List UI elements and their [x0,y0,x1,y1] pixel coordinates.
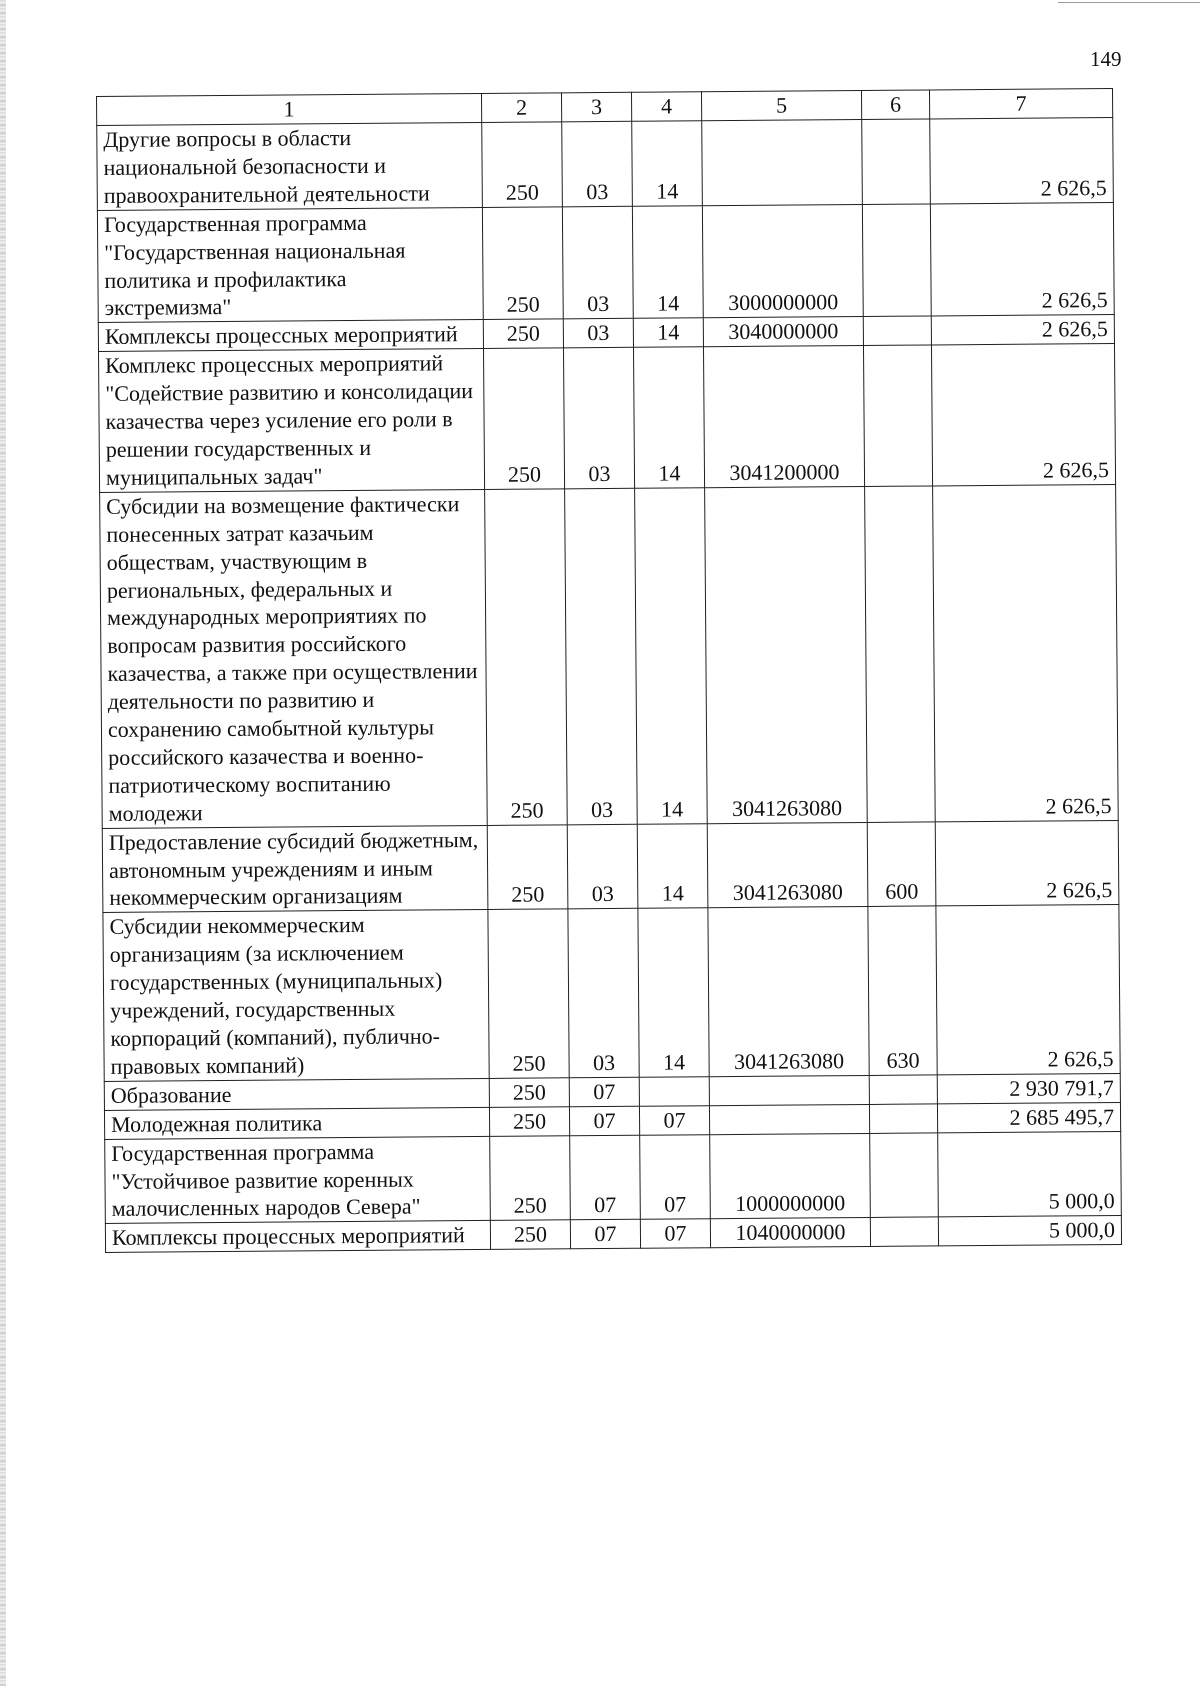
cell-col4: 14 [633,318,703,347]
cell-amount: 2 626,5 [933,484,1119,821]
cell-col5: 1000000000 [710,1133,871,1219]
cell-col2: 250 [489,1107,569,1137]
cell-col2: 250 [487,824,568,909]
cell-col3: 03 [565,488,638,824]
cell-col3: 03 [562,206,633,319]
row-name: Субсидии на возмещение фактически понесенных затрат казачьим обществам, участвующим в региональных, федеральных и международных мероприятиях по вопросам развития российского казачества, а также при осуществлении деятельности по развитию и сохранению самобытной культуры российского казачества и военно-патриотическому воспитанию молодежи [100,489,488,828]
row-name: Субсидии некоммерческим организациям (за исключением государственных (муниципальных) учреждений, государственных корпораций (компаний), публично-правовых компаний) [103,910,489,1081]
cell-amount: 2 626,5 [931,344,1115,486]
cell-col2: 250 [482,122,563,207]
scan-edge [0,0,6,1686]
cell-amount: 2 626,5 [930,202,1114,316]
column-header: 3 [561,92,631,122]
table-row [97,118,1114,211]
cell-col5: 3041263080 [708,907,869,1077]
cell-col2: 250 [485,489,568,825]
row-name: Образование [104,1078,489,1110]
cell-col4: 07 [640,1219,710,1248]
cell-col3: 07 [570,1220,640,1249]
cell-col4: 14 [633,347,704,488]
row-name: Молодежная политика [104,1107,489,1139]
cell-col4: 14 [635,488,708,824]
cell-amount: 2 626,5 [930,118,1114,204]
column-header: 5 [701,90,861,120]
column-header: 2 [481,93,561,123]
cell-col3: 03 [567,824,638,909]
cell-col5 [709,1075,869,1105]
column-header: 4 [631,92,701,122]
cell-col6 [869,1104,937,1133]
cell-amount: 2 626,5 [935,820,1119,906]
cell-col4: 14 [632,205,703,318]
cell-col3: 03 [563,348,634,489]
cell-col4: 14 [632,121,703,206]
cell-col5: 3041200000 [703,346,864,488]
cell-col2: 250 [483,348,564,489]
cell-col5: 3041263080 [705,486,868,823]
cell-col4: 07 [640,1134,711,1219]
cell-col4: 14 [638,908,709,1077]
cell-col4: 14 [637,823,708,908]
cell-amount: 5 000,0 [938,1216,1121,1246]
cell-amount: 2 930 791,7 [937,1073,1120,1103]
budget-table-wrapper [96,88,1121,1253]
table-row [103,905,1120,1081]
cell-col5 [709,1104,869,1134]
cell-col3: 03 [562,121,633,206]
cell-col5: 3040000000 [703,317,863,347]
cell-amount: 5 000,0 [938,1131,1122,1217]
row-name: Комплексы процессных мероприятий [98,320,483,352]
cell-amount: 2 685 495,7 [937,1102,1120,1132]
cell-amount: 2 626,5 [931,315,1114,345]
cell-col3: 07 [569,1106,639,1135]
budget-table [96,88,1122,1253]
column-header: 6 [861,90,929,120]
cell-col6 [863,345,932,486]
row-name: Предоставление субсидий бюджетным, автономным учреждениям и иным некоммерческим организациям [102,825,488,913]
column-header: 1 [97,93,482,125]
cell-col5: 1040000000 [710,1218,870,1248]
cell-col4: 07 [639,1105,709,1134]
cell-col5: 3000000000 [702,204,863,318]
cell-col6: 600 [867,822,936,907]
table-row [102,820,1119,913]
table-row [105,1131,1122,1224]
cell-col6 [863,316,931,345]
cell-amount: 2 626,5 [936,905,1120,1075]
cell-col6 [865,486,936,822]
cell-col4 [639,1077,709,1106]
column-header: 7 [929,89,1112,119]
cell-col2: 250 [488,909,569,1078]
cell-col6 [870,1217,938,1246]
cell-col2: 250 [490,1135,571,1220]
table-row [99,344,1116,493]
top-rule [1058,2,1200,3]
cell-col2: 250 [483,319,563,349]
row-name: Другие вопросы в области национальной безопасности и правоохранительной деятельности [97,122,483,210]
table-row [97,202,1114,323]
cell-col3: 07 [570,1135,641,1220]
cell-col2: 250 [490,1220,570,1250]
cell-col2: 250 [489,1078,569,1108]
cell-col5: 3041263080 [707,822,868,908]
cell-col2: 250 [482,207,563,320]
cell-col3: 03 [568,909,639,1078]
row-name: Комплекс процессных мероприятий "Содействие развитию и консолидации казачества через усиление его роли в решении государственных и муниципальных задач" [99,349,485,493]
row-name: Государственная программа "Устойчивое развитие коренных малочисленных народов Севера" [105,1136,491,1224]
table-row [100,484,1119,828]
cell-col6 [862,119,931,204]
row-name: Государственная программа "Государственная национальная политика и профилактика экстремизма" [97,207,483,323]
row-name: Комплексы процессных мероприятий [105,1221,490,1253]
cell-col3: 03 [563,319,633,348]
cell-col6 [870,1133,939,1218]
page-number: 149 [1090,47,1122,71]
cell-col3: 07 [569,1077,639,1106]
cell-col5 [702,119,863,205]
cell-col6 [862,204,931,317]
cell-col6 [869,1075,937,1104]
cell-col6: 630 [868,906,937,1075]
